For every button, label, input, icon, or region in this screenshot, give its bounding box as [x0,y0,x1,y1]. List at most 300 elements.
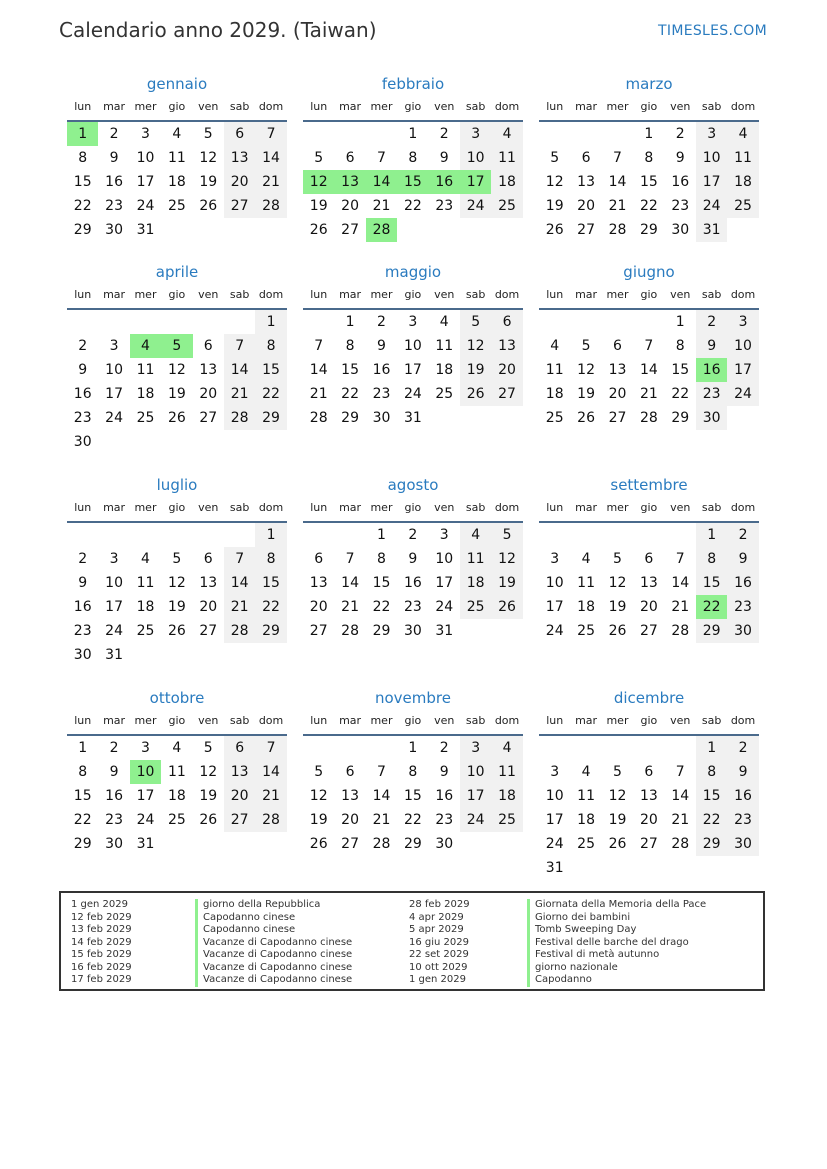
day-cell: 15 [73,174,92,190]
weekday-label: gio [404,714,422,727]
day-cell: 20 [639,599,658,615]
day-cell: 30 [372,410,391,426]
day-cell: 20 [224,170,255,194]
weekday-label: mer [370,501,393,514]
day-cell: 24 [727,382,758,406]
day-cell: 3 [408,314,418,330]
weekday-label: ven [198,288,219,301]
weekday-header [539,710,759,736]
weekday-label: mar [103,100,126,113]
weekday-label: sab [465,714,486,727]
day-cell: 29 [255,619,286,643]
day-cell: 9 [377,338,386,354]
day-grid [539,736,759,880]
day-cell: 17 [105,386,123,402]
weekday-header [303,497,523,523]
day-cell: 3 [141,740,150,756]
day-cell: 1 [696,736,727,760]
day-cell: 13 [608,362,627,378]
day-cell: 19 [167,386,186,402]
day-cell: 9 [109,764,119,780]
month-block [303,684,523,856]
day-cell: 18 [136,386,155,402]
legend-holiday-name: Vacanze di Capodanno cinese [195,937,352,950]
holiday-day-cell: 17 [460,170,491,194]
day-cell: 5 [613,551,622,567]
day-cell: 10 [136,150,155,166]
day-cell: 4 [172,740,182,756]
day-cell: 22 [639,198,658,214]
weekday-header [303,284,523,310]
day-cell: 11 [136,575,155,591]
day-cell: 14 [224,358,255,382]
empty-day-cell [303,310,334,334]
legend-date: 28 feb 2029 [409,899,470,910]
day-cell: 22 [671,386,690,402]
day-grid [539,122,759,242]
day-cell: 26 [199,198,218,214]
day-cell: 1 [675,314,685,330]
legend-date: 10 ott 2029 [409,961,468,973]
legend-holiday-name: Giorno dei bambini [527,912,706,925]
weekday-label: ven [198,714,219,727]
day-cell: 31 [403,410,422,426]
weekday-label: mer [134,100,157,113]
day-cell: 23 [403,599,422,615]
day-cell: 5 [581,338,591,354]
holiday-legend [59,891,765,991]
day-cell: 5 [314,764,324,780]
month-name: marzo [625,75,673,93]
day-cell: 25 [577,836,595,852]
day-cell: 6 [203,551,213,567]
holiday-day-cell: 16 [696,358,727,382]
weekday-label: gio [404,501,422,514]
day-cell: 24 [136,812,155,828]
day-cell: 25 [577,623,595,639]
weekday-header [539,284,759,310]
day-cell: 22 [696,808,727,832]
weekday-label: mar [339,100,362,113]
day-cell: 8 [408,764,418,780]
day-cell: 6 [345,150,355,166]
weekday-label: sab [229,288,250,301]
day-cell: 2 [727,736,758,760]
day-cell: 18 [167,788,186,804]
day-cell: 29 [255,406,286,430]
day-cell: 13 [199,362,218,378]
empty-day-cell [224,523,255,547]
day-cell: 7 [613,150,622,166]
day-cell: 13 [577,174,595,190]
day-cell: 21 [341,599,359,615]
day-cell: 18 [577,599,595,615]
weekday-label: ven [670,288,691,301]
day-cell: 18 [167,174,186,190]
day-cell: 28 [671,836,690,852]
day-cell: 10 [105,362,123,378]
day-cell: 3 [439,527,449,543]
month-block [303,70,523,242]
weekday-label: dom [258,714,284,727]
month-name: giugno [623,263,675,281]
day-cell: 26 [608,623,627,639]
day-cell: 12 [545,174,564,190]
legend-date: 16 giu 2029 [409,936,469,948]
day-cell: 5 [491,523,522,547]
day-grid [303,122,523,242]
day-cell: 16 [73,386,92,402]
day-cell: 11 [577,788,595,804]
weekday-label: ven [670,100,691,113]
day-cell: 30 [696,406,727,430]
day-cell: 9 [696,334,727,358]
day-cell: 23 [73,410,92,426]
day-cell: 8 [255,547,286,571]
day-cell: 27 [309,623,328,639]
day-cell: 14 [309,362,328,378]
weekday-label: lun [74,714,92,727]
day-cell: 7 [224,334,255,358]
day-cell: 15 [671,362,690,378]
month-block [539,70,759,242]
weekday-label: lun [74,501,92,514]
day-cell: 21 [671,812,690,828]
weekday-label: sab [229,100,250,113]
day-cell: 14 [671,788,690,804]
day-cell: 12 [167,575,186,591]
weekday-label: mar [575,501,598,514]
weekday-label: mar [339,501,362,514]
day-cell: 14 [639,362,658,378]
empty-day-cell [67,523,98,547]
weekday-label: gio [640,288,658,301]
day-cell: 20 [199,386,218,402]
weekday-label: dom [494,501,520,514]
day-cell: 9 [727,760,758,784]
day-cell: 16 [73,599,92,615]
day-cell: 19 [309,812,328,828]
day-cell: 18 [727,170,758,194]
day-cell: 19 [167,599,186,615]
month-name: dicembre [613,689,685,707]
holiday-day-cell: 10 [130,760,161,784]
day-cell: 29 [341,410,359,426]
day-cell: 19 [577,386,595,402]
day-cell: 21 [372,812,391,828]
day-cell: 21 [224,382,255,406]
day-cell: 27 [341,836,359,852]
day-cell: 17 [545,812,564,828]
empty-day-cell [366,736,397,760]
weekday-label: dom [730,100,756,113]
day-cell: 10 [696,146,727,170]
day-cell: 2 [727,523,758,547]
day-cell: 2 [439,740,449,756]
day-cell: 14 [608,174,627,190]
day-cell: 17 [727,358,758,382]
month-name: aprile [155,263,199,281]
legend-date: 13 feb 2029 [71,924,132,935]
month-name: agosto [387,476,439,494]
weekday-label: gio [640,100,658,113]
day-cell: 8 [345,338,355,354]
day-cell: 22 [255,382,286,406]
day-cell: 30 [671,222,690,238]
day-cell: 18 [435,362,454,378]
day-cell: 7 [675,764,685,780]
empty-day-cell [633,310,664,334]
holiday-day-cell: 16 [429,170,460,194]
day-cell: 18 [491,170,522,194]
weekday-label: lun [310,501,328,514]
weekday-label: lun [310,288,328,301]
day-cell: 23 [727,595,758,619]
day-grid [67,310,287,454]
empty-day-cell [570,122,601,146]
day-cell: 25 [435,386,454,402]
holiday-day-cell: 22 [696,595,727,619]
weekday-label: dom [258,288,284,301]
day-cell: 14 [255,760,286,784]
day-cell: 7 [377,764,386,780]
day-cell: 13 [639,575,658,591]
day-cell: 16 [403,575,422,591]
holiday-day-cell: 5 [161,334,192,358]
weekday-label: dom [258,501,284,514]
weekday-label: gio [640,714,658,727]
day-cell: 12 [577,362,595,378]
day-cell: 29 [696,619,727,643]
day-cell: 18 [491,784,522,808]
weekday-label: mar [103,714,126,727]
day-cell: 29 [372,623,391,639]
day-cell: 12 [199,150,218,166]
weekday-label: lun [74,100,92,113]
day-cell: 7 [345,551,355,567]
weekday-label: gio [168,288,186,301]
day-cell: 25 [136,623,155,639]
day-cell: 16 [105,174,123,190]
weekday-label: ven [434,100,455,113]
day-cell: 20 [577,198,595,214]
weekday-header [303,96,523,122]
weekday-label: lun [310,714,328,727]
empty-day-cell [570,310,601,334]
legend-holiday-name: Capodanno cinese [195,912,352,925]
weekday-label: gio [404,100,422,113]
day-cell: 21 [608,198,627,214]
day-cell: 8 [696,547,727,571]
day-cell: 24 [545,836,564,852]
legend-date: 16 feb 2029 [71,961,132,973]
weekday-label: mer [606,714,629,727]
month-block [539,684,759,880]
empty-day-cell [224,310,255,334]
empty-day-cell [303,122,334,146]
day-cell: 3 [460,736,491,760]
day-cell: 3 [460,122,491,146]
legend-date: 1 gen 2029 [71,899,129,910]
weekday-label: gio [168,501,186,514]
empty-day-cell [193,523,224,547]
day-cell: 15 [639,174,658,190]
day-cell: 2 [78,551,88,567]
day-cell: 31 [545,860,564,876]
day-cell: 13 [639,788,658,804]
day-cell: 8 [78,150,88,166]
month-block [539,258,759,430]
day-cell: 25 [167,198,186,214]
day-cell: 20 [341,812,359,828]
day-cell: 27 [199,623,218,639]
legend-date: 4 apr 2029 [409,911,464,923]
empty-day-cell [303,523,334,547]
holiday-day-cell: 28 [366,218,397,242]
weekday-label: ven [434,288,455,301]
legend-left-dates [71,899,132,987]
day-cell: 17 [696,170,727,194]
weekday-label: gio [404,288,422,301]
day-cell: 5 [203,740,213,756]
day-cell: 16 [435,788,454,804]
month-block [67,258,287,454]
empty-day-cell [539,736,570,760]
day-cell: 26 [167,410,186,426]
empty-day-cell [602,122,633,146]
day-cell: 5 [613,764,622,780]
day-cell: 15 [372,575,391,591]
empty-day-cell [633,736,664,760]
weekday-label: mar [103,501,126,514]
day-cell: 7 [644,338,654,354]
empty-day-cell [67,310,98,334]
day-cell: 28 [224,619,255,643]
day-cell: 28 [255,808,286,832]
day-cell: 4 [581,764,591,780]
day-cell: 11 [136,362,155,378]
weekday-label: dom [494,714,520,727]
day-cell: 23 [435,198,454,214]
day-cell: 20 [491,358,522,382]
day-cell: 27 [577,222,595,238]
day-cell: 8 [377,551,386,567]
day-cell: 6 [314,551,324,567]
day-cell: 7 [255,736,286,760]
day-cell: 29 [696,832,727,856]
holiday-day-cell: 12 [303,170,334,194]
holiday-day-cell: 14 [366,170,397,194]
day-cell: 14 [224,571,255,595]
legend-left-names [195,899,352,987]
holiday-day-cell: 15 [397,170,428,194]
day-cell: 25 [727,194,758,218]
brand-logo-link[interactable]: TIMESLES.COM [658,23,767,39]
day-cell: 11 [435,338,454,354]
weekday-label: mer [606,288,629,301]
day-cell: 3 [141,126,150,142]
day-cell: 30 [105,222,123,238]
day-cell: 14 [341,575,359,591]
day-cell: 8 [78,764,88,780]
legend-holiday-name: Vacanze di Capodanno cinese [195,949,352,962]
day-cell: 20 [608,386,627,402]
day-cell: 1 [408,740,418,756]
day-cell: 13 [224,760,255,784]
day-cell: 14 [372,788,391,804]
weekday-header [539,96,759,122]
empty-day-cell [98,310,129,334]
legend-date: 22 set 2029 [409,949,469,960]
day-cell: 6 [345,764,355,780]
day-cell: 21 [224,595,255,619]
weekday-label: mar [339,714,362,727]
day-cell: 4 [491,736,522,760]
day-cell: 27 [224,194,255,218]
day-cell: 5 [460,310,491,334]
day-cell: 10 [435,551,454,567]
weekday-label: ven [670,714,691,727]
weekday-label: mer [134,714,157,727]
day-cell: 11 [491,146,522,170]
day-cell: 24 [105,410,123,426]
weekday-label: sab [465,501,486,514]
month-block [67,684,287,856]
day-cell: 26 [167,623,186,639]
empty-day-cell [161,310,192,334]
day-cell: 22 [372,599,391,615]
day-cell: 15 [696,784,727,808]
day-cell: 9 [439,764,449,780]
day-cell: 13 [341,788,359,804]
day-cell: 31 [105,647,123,663]
day-cell: 27 [491,382,522,406]
weekday-label: mer [370,288,393,301]
empty-day-cell [366,122,397,146]
day-cell: 19 [608,812,627,828]
weekday-header [67,710,287,736]
day-cell: 4 [581,551,591,567]
day-cell: 23 [671,198,690,214]
weekday-label: sab [229,501,250,514]
day-cell: 5 [203,126,213,142]
day-cell: 23 [696,382,727,406]
day-cell: 3 [550,764,560,780]
day-cell: 2 [439,126,449,142]
day-cell: 17 [403,362,422,378]
day-grid [539,310,759,430]
day-cell: 21 [255,170,286,194]
empty-day-cell [570,736,601,760]
day-cell: 17 [545,599,564,615]
day-grid [67,523,287,667]
day-grid [67,122,287,242]
day-cell: 29 [639,222,658,238]
day-cell: 19 [545,198,564,214]
weekday-label: mer [370,714,393,727]
weekday-label: sab [229,714,250,727]
day-cell: 28 [255,194,286,218]
weekday-label: mer [370,100,393,113]
day-cell: 26 [460,382,491,406]
empty-day-cell [98,523,129,547]
day-cell: 13 [199,575,218,591]
day-cell: 26 [491,595,522,619]
day-cell: 26 [309,836,328,852]
day-cell: 31 [696,218,727,242]
weekday-label: mar [575,288,598,301]
weekday-label: dom [494,288,520,301]
